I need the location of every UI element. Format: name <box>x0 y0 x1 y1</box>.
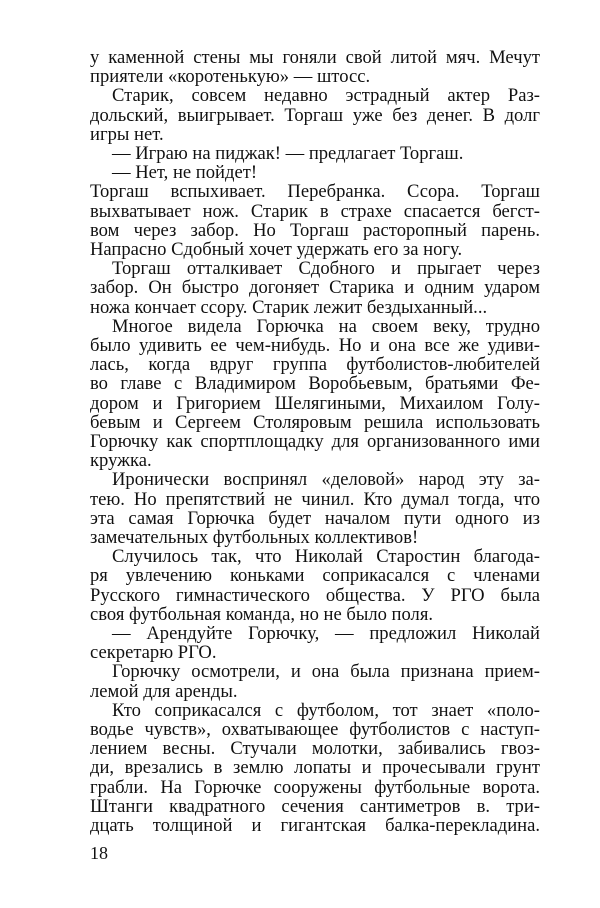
text-line: Штанги квадратного сечения сантиметров в. три- <box>90 796 540 817</box>
text-line: бевым и Сергеем Столяровым решила использовать <box>90 412 540 433</box>
text-line: Торгаш отталкивает Сдобного и прыгает через <box>112 258 540 279</box>
text-line: ря увлечению коньками соприкасался с членами <box>90 565 540 586</box>
text-line: Напрасно Сдобный хочет удержать его за ногу. <box>90 239 463 260</box>
text-line: дцать толщиной и гигантская балка-перекладина. <box>90 815 540 836</box>
text-line: кружка. <box>90 450 152 471</box>
text-line: секретарю РГО. <box>90 642 217 663</box>
text-line: — Арендуйте Горючку, — предложил Николай <box>112 623 540 644</box>
text-line: ножа кончает ссору. Старик лежит бездыханный... <box>90 297 488 318</box>
text-line: Торгаш вспыхивает. Перебранка. Ссора. Торгаш <box>90 181 540 202</box>
text-line: — Нет, не пойдет! <box>112 162 258 183</box>
page-number: 18 <box>90 843 108 863</box>
text-line: Иронически воспринял «деловой» народ эту за- <box>112 469 540 490</box>
text-line: Старик, совсем недавно эстрадный актер Раз- <box>112 85 540 106</box>
text-line: дольский, выигрывает. Торгаш уже без денег. В долг <box>90 105 540 126</box>
text-line: Русского гимнастического общества. У РГО была <box>90 585 540 606</box>
text-line: игры нет. <box>90 124 164 145</box>
text-line: Случилось так, что Николай Старостин благода- <box>112 546 540 567</box>
text-line: грабли. На Горючке сооружены футбольные ворота. <box>90 777 540 798</box>
text-line: во главе с Владимиром Воробьевым, братьями Фе- <box>90 373 540 394</box>
text-line: Кто соприкасался с футболом, тот знает «поло- <box>112 700 540 721</box>
text-line: было удивить ее чем-нибудь. Но и она все же удиви- <box>90 335 540 356</box>
text-line: лемой для аренды. <box>90 681 238 702</box>
text-line: забор. Он быстро догоняет Старика и одним ударом <box>90 277 540 298</box>
text-line: выхватывает нож. Старик в страхе спасается бегст- <box>90 201 540 222</box>
text-line: эта самая Горючка будет началом пути одного из <box>90 508 540 529</box>
text-line: Горючку как спортплощадку для организованного ими <box>90 431 540 452</box>
text-line: замечательных футбольных коллективов! <box>90 527 419 548</box>
text-line: водье чувств», охватывающее футболистов с наступ- <box>90 719 540 740</box>
text-line: дором и Григорием Шелягиными, Михаилом Голу- <box>90 393 540 414</box>
text-line: тею. Но препятствий не чинил. Кто думал тогда, что <box>90 489 540 510</box>
text-line: приятели «коротенькую» — штосс. <box>90 66 371 87</box>
text-line: у каменной стены мы гоняли свой литой мяч. Мечут <box>90 47 540 68</box>
text-line: своя футбольная команда, но не было поля. <box>90 604 434 625</box>
text-line: лением весны. Стучали молотки, забивались гвоз- <box>90 738 540 759</box>
text-line: вом через забор. Но Торгаш расторопный парень. <box>90 220 540 241</box>
text-line: лась, когда вдруг группа футболистов-любителей <box>90 354 540 375</box>
text-line: Горючку осмотрели, и она была признана прием- <box>112 661 540 682</box>
text-line: Многое видела Горючка на своем веку, трудно <box>112 316 540 337</box>
text-line: ди, врезались в землю лопаты и прочесывали грунт <box>90 757 540 778</box>
text-line: — Играю на пиджак! — предлагает Торгаш. <box>112 143 464 164</box>
